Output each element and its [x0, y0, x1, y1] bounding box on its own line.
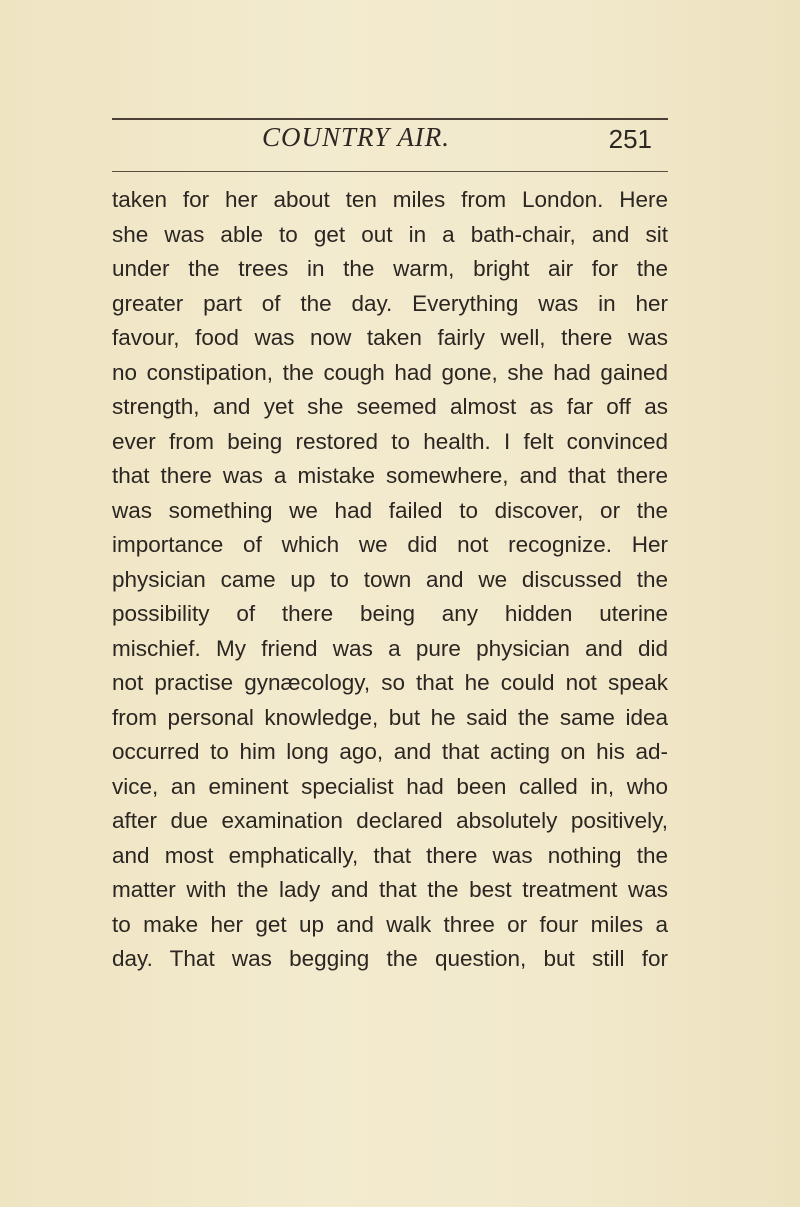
text-line: physician came up to town and we discussed the	[112, 566, 668, 592]
text-line: no constipation, the cough had gone, she had gained	[112, 359, 668, 385]
text-line: mischief. My friend was a pure physician and did	[112, 635, 668, 661]
text-line: favour, food was now taken fairly well, there was	[112, 325, 668, 350]
text-line: after due examination declared absolutely positively,	[112, 808, 668, 833]
header-rule-top	[112, 118, 668, 120]
body-text	[112, 183, 668, 977]
text-line: was something we had failed to discover, or the	[112, 497, 668, 523]
text-line: occurred to him long ago, and that acting on his ad-	[112, 739, 668, 764]
text-line: not practise gynæcology, so that he could not speak	[112, 670, 668, 695]
running-title: COUNTRY AIR.	[262, 122, 451, 152]
text-line: she was able to get out in a bath-chair, and sit	[112, 221, 668, 247]
running-head	[112, 122, 668, 162]
text-line: strength, and yet she seemed almost as far off as	[112, 394, 668, 419]
text-line: and most emphatically, that there was nothing the	[112, 842, 668, 868]
header-rule-bottom	[112, 171, 668, 172]
text-line: ever from being restored to health. I felt convinced	[112, 428, 668, 454]
text-line: from personal knowledge, but he said the same idea	[112, 704, 668, 730]
text-line: that there was a mistake somewhere, and that there	[112, 463, 668, 488]
text-line: vice, an eminent specialist had been called in, who	[112, 773, 668, 799]
page-number: 251	[608, 124, 652, 154]
text-line: matter with the lady and that the best treatment was	[112, 877, 668, 902]
text-line: taken for her about ten miles from London. Here	[112, 187, 668, 212]
text-line: importance of which we did not recognize. Her	[112, 532, 668, 557]
text-line: greater part of the day. Everything was in her	[112, 290, 668, 316]
text-line: possibility of there being any hidden uterine	[112, 601, 668, 626]
text-line: under the trees in the warm, bright air for the	[112, 256, 668, 281]
text-line: to make her get up and walk three or four miles a	[112, 911, 668, 937]
text-line: day. That was begging the question, but still for	[112, 946, 668, 971]
